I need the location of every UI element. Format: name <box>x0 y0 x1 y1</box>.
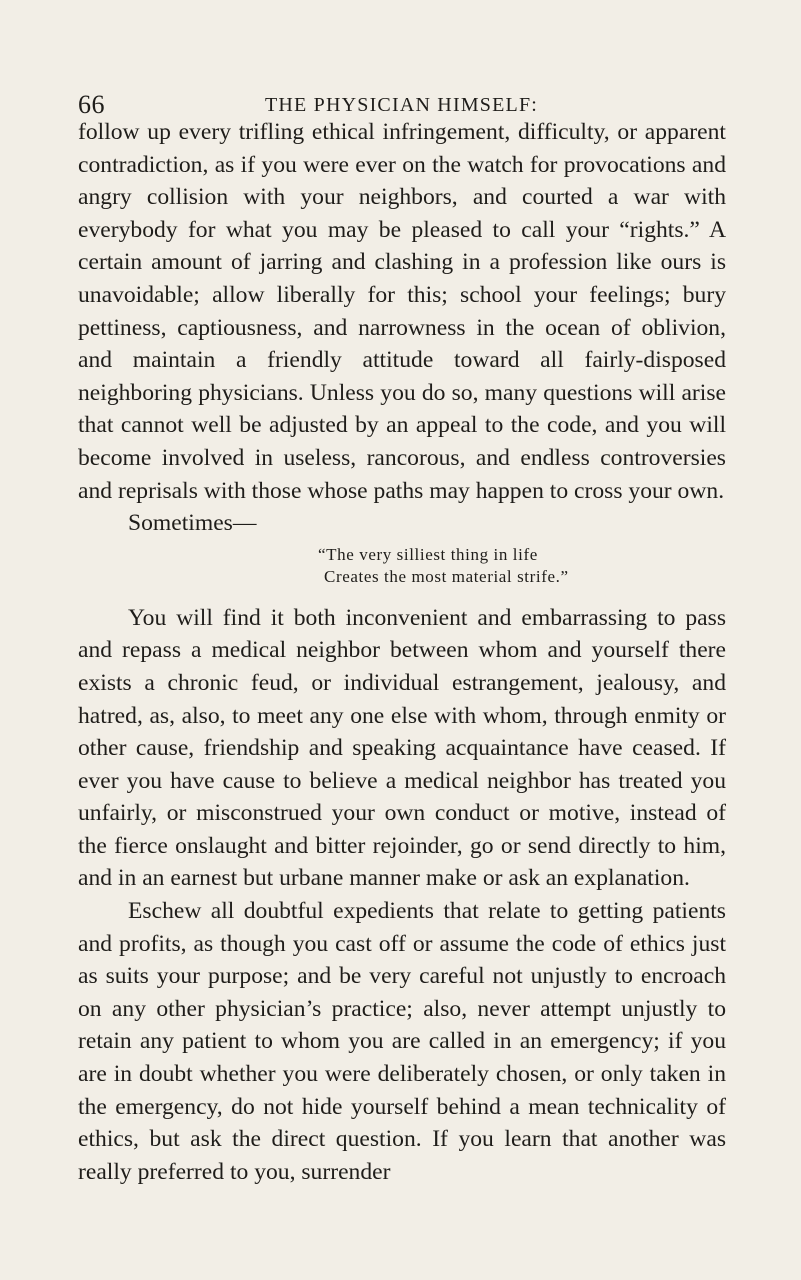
body-text <box>78 116 726 1188</box>
paragraph-3: You will find it both inconvenient and embarrassing to pass and repass a medical neighbor between whom and yourself there exists a chronic feud, or individual estrangement, jealousy, and hatred, as, also, to meet any one else with whom, through enmity or other cause, friendship and speaking acquaintance have ceased. If ever you have cause to believe a medical neighbor has treated you unfairly, or misconstrued your own conduct or motive, instead of the fierce onslaught and bitter rejoinder, go or send directly to him, and in an earnest but urbane manner make or ask an explanation. <box>78 604 726 892</box>
verse-quote <box>318 544 726 588</box>
page-number: 66 <box>78 90 105 119</box>
paragraph-1: follow up every trifling ethical infringement, difficulty, or apparent contradiction, as if you were ever on the watch for provocations and angry collision with your neighbors, and courted a war with everybody for what you may be pleased to call your “rights.” A certain amount of jarring and clashing in a profession like ours is unavoidable; allow liberally for this; school your feelings; bury pettiness, captiousness, and narrowness in the ocean of oblivion, and maintain a friendly attitude toward all fairly-disposed neighboring physicians. Unless you do so, many questions will arise that cannot well be adjusted by an appeal to the code, and you will become involved in useless, rancorous, and endless controversies and reprisals with those whose paths may happen to cross your own. <box>78 119 726 504</box>
paragraph-2: Sometimes— <box>128 510 257 537</box>
running-head: THE PHYSICIAN HIMSELF: <box>264 94 539 116</box>
paragraph-4: Eschew all doubtful expedients that relate to getting patients and profits, as though you cast off or assume the code of ethics just as suits your purpose; and be very careful not unjustly to encroach on any other physician’s practice; also, never attempt unjustly to retain any patient to whom you are called in an emergency; if you are in doubt whether you were deliberately chosen, or only taken in the emergency, do not hide yourself behind a mean technicality of ethics, but ask the direct question. If you learn that another was really preferred to you, surrender <box>78 898 726 1185</box>
verse-line-2: Creates the most material strife.” <box>324 566 569 586</box>
verse-line-1: “The very silliest thing in life <box>318 544 538 564</box>
